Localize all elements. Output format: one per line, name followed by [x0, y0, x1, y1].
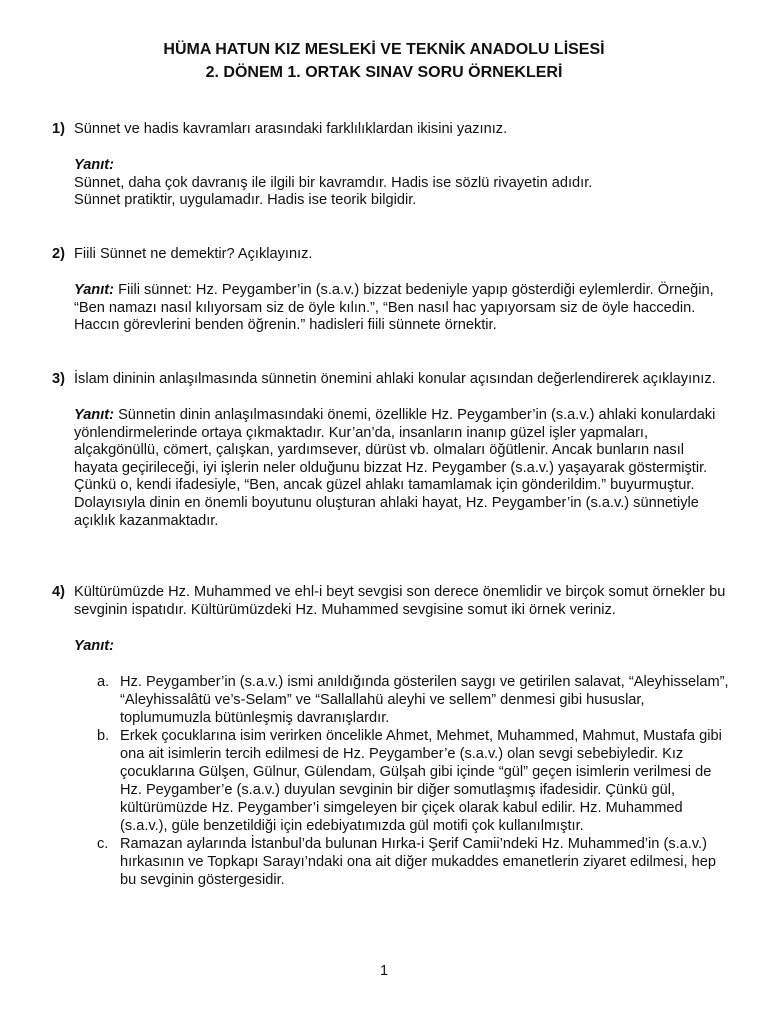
question-4-text: [74, 584, 725, 619]
question-text-line: Kültürümüzde Hz. Muhammed ve ehl-i beyt sevgisi son derece önemlidir ve birçok somut örnekler bu: [74, 584, 726, 600]
answer-line: alçakgönüllü, cömert, çalışkan, yardımsever, dürüst vb. olmaları öğütlenir. Ancak bunların nasıl: [74, 442, 685, 459]
answer-3: [74, 407, 715, 530]
question-1-text: [74, 121, 507, 139]
answer-line-text: Sünnetin dinin anlaşılmasındaki önemi, özellikle Hz. Peygamber’in (s.a.v.) ahlaki konulardaki: [118, 407, 716, 423]
question-2-number: 2): [52, 246, 65, 262]
answer-line: [74, 407, 715, 425]
answer-line: yönlendirmelerinde ortaya çıkmaktadır. Kur’an’da, insanların inanıp güzel işler yapmaları,: [74, 424, 649, 441]
page-number: 1: [379, 963, 389, 979]
list-item-line: Hz. Peygamber’in (s.a.v.) ismi anıldığında gösterilen saygı ve getirilen salavat, “Aleyhisselam”,: [120, 674, 729, 690]
answer-label: Yanıt:: [74, 157, 114, 173]
list-marker-a: a.: [97, 674, 110, 690]
answer-label: Yanıt:: [74, 282, 114, 298]
answer-line: Sünnet pratiktir, uygulamadır. Hadis ise teorik bilgidir.: [74, 192, 417, 209]
list-marker-c: c.: [97, 836, 109, 852]
question-text-line: Sünnet ve hadis kavramları arasındaki farklılıklardan ikisini yazınız.: [74, 121, 508, 137]
list-item-a: [120, 673, 729, 727]
question-text-line: İslam dininin anlaşılmasında sünnetin önemini ahlaki konular açısından değerlendirerek açıklayınız.: [74, 371, 716, 387]
list-item-line: Ramazan aylarında İstanbul’da bulunan Hırka-i Şerif Camii’ndeki Hz. Muhammed’in (s.a.v.): [120, 836, 707, 852]
answer-line: [74, 282, 714, 300]
list-item-line: Hz. Peygamber’e (s.a.v.) duyulan sevginin bir diğer somutlaşmış ifadesidir. Çünkü gül,: [120, 782, 676, 798]
answer-label: Yanıt:: [74, 638, 114, 654]
answer-line: Dolayısıyla dinin en önemli boyutunu oluşturan ahlaki hayat, Hz. Peygamber’in (s.a.v.) sünnetiyle: [74, 494, 699, 511]
list-item-line: hırkasının ve Topkapı Sarayı’ndaki ona ait diğer mukaddes emanetlerin ziyaret edilmesi, hep: [120, 854, 716, 870]
list-item-line: “Aleyhissalâtü ve’s-Selam” ve “Sallallahü aleyhi ve sellem” denmesi gibi hususlar,: [120, 692, 645, 708]
answer-2: [74, 282, 714, 335]
question-text-line: Fiili Sünnet ne demektir? Açıklayınız.: [74, 246, 313, 262]
answer-line: Haccın görevlerini benden öğrenin.” hadisleri fiili sünnete örnektir.: [74, 317, 497, 334]
answer-line: “Ben namazı nasıl kılıyorsam siz de öyle kılın.”, “Ben nasıl hac yapıyorsam siz de öyle haccedin.: [74, 299, 696, 316]
list-item-line: kültürümüzde Hz. Peygamber’i simgeleyen bir çiçek olarak kabul edilir. Hz. Muhammed: [120, 800, 683, 816]
list-item-c: [120, 835, 716, 889]
question-3-number: 3): [52, 371, 65, 387]
answer-line-text: Fiili sünnet: Hz. Peygamber’in (s.a.v.) bizzat bedeniyle yapıp gösterdiği eylemlerdir. Örneğin,: [118, 282, 714, 298]
question-2-text: [74, 246, 312, 264]
answer-1: [74, 157, 592, 210]
answer-line: açıklık kazanmaktadır.: [74, 512, 219, 529]
question-1-number: 1): [52, 121, 65, 137]
answer-line: Sünnet, daha çok davranış ile ilgili bir kavramdır. Hadis ise sözlü rivayetin adıdır.: [74, 174, 593, 191]
question-3-text: [74, 371, 716, 389]
document-header: [0, 38, 768, 84]
list-marker-b: b.: [97, 728, 110, 744]
answer-line: hayata geçirileceği, iyi işlerin neler olduğunu bizzat Hz. Peygamber (s.a.v.) yaşayarak göstermiştir.: [74, 459, 708, 476]
exam-title: 2. DÖNEM 1. ORTAK SINAV SORU ÖRNEKLERİ: [205, 64, 563, 81]
school-name: HÜMA HATUN KIZ MESLEKİ VE TEKNİK ANADOLU LİSESİ: [163, 41, 605, 58]
question-4-number: 4): [52, 584, 65, 600]
list-item-line: bu sevginin göstergesidir.: [120, 872, 285, 888]
list-item-line: (s.a.v.), güle benzetildiği için edebiyatımızda gül motifi çok kullanılmıştır.: [120, 818, 584, 834]
question-text-line: sevginin ispatıdır. Kültürümüzdeki Hz. Muhammed sevgisine somut iki örnek veriniz.: [74, 601, 616, 618]
answer-line: Çünkü o, kendi ifadesiyle, “Ben, ancak güzel ahlakı tamamlamak için gönderildim.” buyurmuştur.: [74, 477, 695, 494]
list-item-line: Erkek çocuklarına isim verirken öncelikle Ahmet, Mehmet, Muhammed, Mahmut, Mustafa gibi: [120, 728, 722, 744]
list-item-line: ona ait isimlerin tercih edilmesi de Hz. Peygamber’e (s.a.v.) olan sevgi sebebiyledir. Kız: [120, 746, 684, 762]
list-item-b: [120, 727, 722, 835]
list-item-line: toplumumuzla bütünleşmiş davranışlardır.: [120, 710, 390, 726]
answer-label: Yanıt:: [74, 407, 114, 423]
list-item-line: çocuklarına Gülşen, Gülnur, Gülendam, Gülşah gibi içinde “gül” geçen isimlerin verilmesi de: [120, 764, 712, 780]
